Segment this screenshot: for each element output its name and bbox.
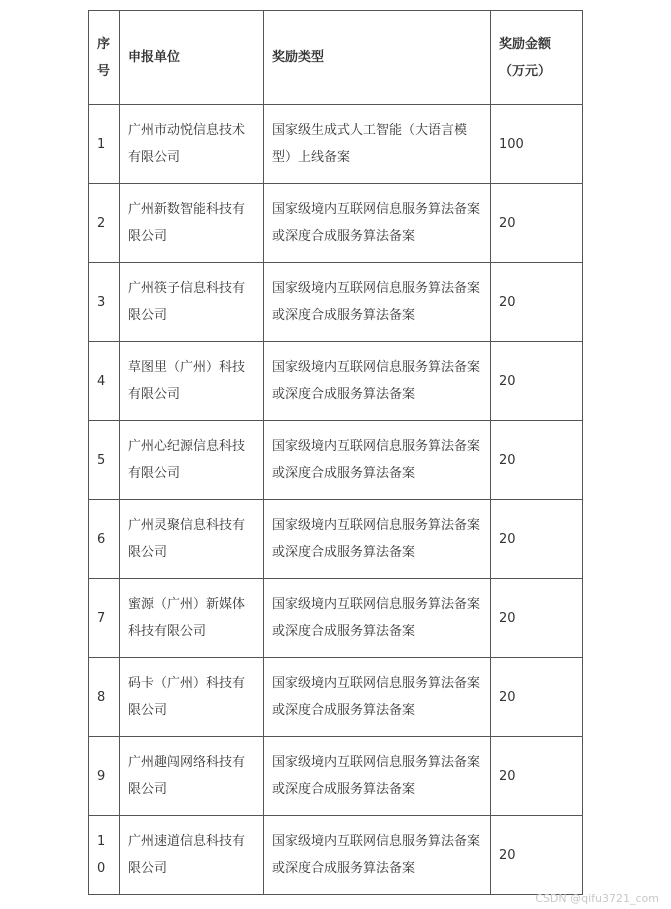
- cell-unit: 广州心纪源信息科技有限公司: [120, 421, 264, 500]
- table-row: [89, 342, 583, 421]
- cell-type: 国家级境内互联网信息服务算法备案或深度合成服务算法备案: [264, 421, 491, 500]
- cell-seq: 3: [89, 263, 120, 342]
- cell-type: 国家级境内互联网信息服务算法备案或深度合成服务算法备案: [264, 737, 491, 816]
- watermark: CSDN @qifu3721_com: [535, 892, 659, 905]
- cell-type: 国家级境内互联网信息服务算法备案或深度合成服务算法备案: [264, 658, 491, 737]
- table-row: [89, 421, 583, 500]
- cell-seq: 9: [89, 737, 120, 816]
- cell-seq: 10: [89, 816, 120, 895]
- table-row: [89, 500, 583, 579]
- cell-type: 国家级境内互联网信息服务算法备案或深度合成服务算法备案: [264, 579, 491, 658]
- cell-seq: 7: [89, 579, 120, 658]
- header-amount: [491, 11, 583, 105]
- cell-seq: 4: [89, 342, 120, 421]
- cell-type: 国家级境内互联网信息服务算法备案或深度合成服务算法备案: [264, 816, 491, 895]
- cell-amount: 20: [491, 500, 583, 579]
- cell-type: 国家级生成式人工智能（大语言模型）上线备案: [264, 105, 491, 184]
- cell-amount: 20: [491, 737, 583, 816]
- table-row: [89, 579, 583, 658]
- cell-unit: 广州筷子信息科技有限公司: [120, 263, 264, 342]
- cell-unit: 码卡（广州）科技有限公司: [120, 658, 264, 737]
- cell-type: 国家级境内互联网信息服务算法备案或深度合成服务算法备案: [264, 184, 491, 263]
- cell-seq: 5: [89, 421, 120, 500]
- table-row: [89, 263, 583, 342]
- header-seq: 序号: [89, 11, 120, 105]
- cell-amount: 20: [491, 421, 583, 500]
- cell-amount: 20: [491, 816, 583, 895]
- cell-type: 国家级境内互联网信息服务算法备案或深度合成服务算法备案: [264, 342, 491, 421]
- cell-seq: 2: [89, 184, 120, 263]
- header-type: 奖励类型: [264, 11, 491, 105]
- table-row: [89, 737, 583, 816]
- cell-amount: 20: [491, 263, 583, 342]
- cell-unit: 广州新数智能科技有限公司: [120, 184, 264, 263]
- cell-amount: 100: [491, 105, 583, 184]
- header-amount-label: 奖励金额: [499, 36, 552, 52]
- awards-table-body: [89, 11, 583, 895]
- cell-seq: 8: [89, 658, 120, 737]
- cell-type: 国家级境内互联网信息服务算法备案或深度合成服务算法备案: [264, 263, 491, 342]
- table-header-row: [89, 11, 583, 105]
- table-row: [89, 105, 583, 184]
- cell-seq: 6: [89, 500, 120, 579]
- cell-amount: 20: [491, 658, 583, 737]
- table-row: [89, 816, 583, 895]
- cell-seq: 1: [89, 105, 120, 184]
- cell-unit: 草图里（广州）科技有限公司: [120, 342, 264, 421]
- awards-table: [88, 10, 583, 895]
- cell-amount: 20: [491, 184, 583, 263]
- cell-type: 国家级境内互联网信息服务算法备案或深度合成服务算法备案: [264, 500, 491, 579]
- header-unit: 申报单位: [120, 11, 264, 105]
- cell-unit: 广州趣闯网络科技有限公司: [120, 737, 264, 816]
- header-amount-unit: （万元）: [499, 63, 552, 79]
- cell-unit: 广州市动悦信息技术有限公司: [120, 105, 264, 184]
- cell-unit: 蜜源（广州）新媒体科技有限公司: [120, 579, 264, 658]
- table-row: [89, 658, 583, 737]
- cell-unit: 广州速道信息科技有限公司: [120, 816, 264, 895]
- table-row: [89, 184, 583, 263]
- cell-amount: 20: [491, 342, 583, 421]
- cell-unit: 广州灵聚信息科技有限公司: [120, 500, 264, 579]
- cell-amount: 20: [491, 579, 583, 658]
